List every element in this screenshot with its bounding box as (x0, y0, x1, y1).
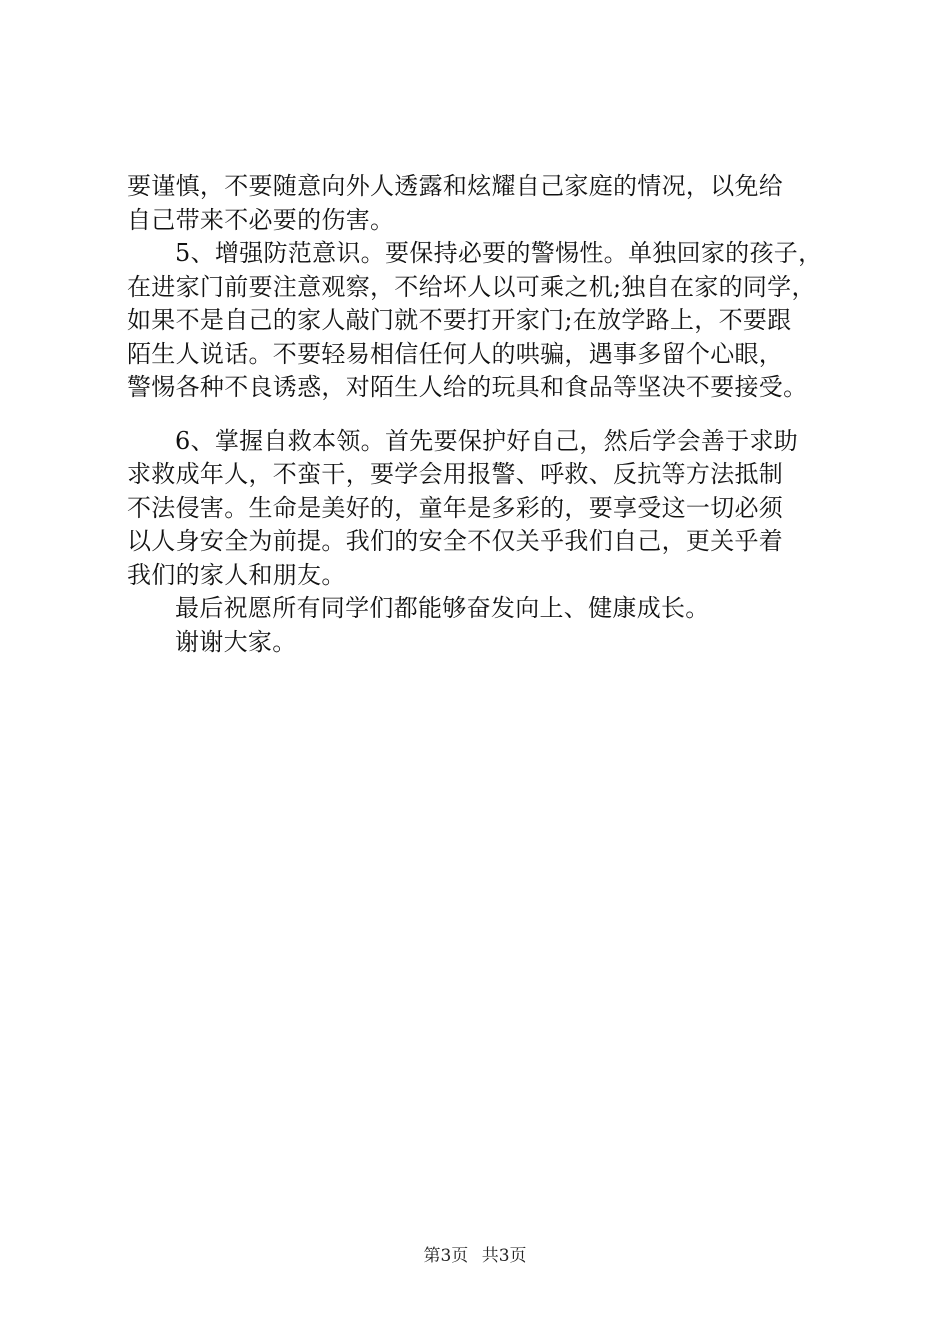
page-total: 共3页 (481, 1246, 527, 1266)
page-footer (0, 1241, 950, 1266)
text-line: 我们的家人和朋友。 (127, 560, 346, 589)
paragraph-gap (127, 405, 847, 425)
document-body (127, 170, 847, 659)
text-line: 警惕各种不良诱惑，对陌生人给的玩具和食品等坚决不要接受。 (127, 373, 808, 401)
text-line: 不法侵害。生命是美好的，童年是多彩的，要享受这一切必须 (127, 493, 784, 522)
paragraph-6-start: 6、掌握自救本领。首先要保护好自己，然后学会善于求助 (175, 426, 799, 455)
text-line: 自己带来不必要的伤害。 (127, 205, 395, 234)
page-number: 第3页 (423, 1246, 469, 1266)
text-line: 要谨慎，不要随意向外人透露和炫耀自己家庭的情况，以免给 (127, 172, 784, 200)
text-line: 如果不是自己的家人敲门就不要打开家门;在放学路上，不要跟 (127, 306, 792, 334)
text-line: 陌生人说话。不要轻易相信任何人的哄骗，遇事多留个心眼， (127, 339, 784, 368)
closing-thanks: 谢谢大家。 (175, 627, 297, 656)
text-line: 求救成年人，不蛮干，要学会用报警、呼救、反抗等方法抵制 (127, 460, 784, 488)
text-line: 在进家门前要注意观察，不给坏人以可乘之机;独自在家的同学， (127, 272, 816, 301)
text-line: 以人身安全为前提。我们的安全不仅关乎我们自己，更关乎着 (127, 527, 784, 555)
paragraph-5-start: 5、增强防范意识。要保持必要的警惕性。单独回家的孩子， (175, 239, 823, 267)
closing-wish: 最后祝愿所有同学们都能够奋发向上、健康成长。 (175, 594, 710, 622)
